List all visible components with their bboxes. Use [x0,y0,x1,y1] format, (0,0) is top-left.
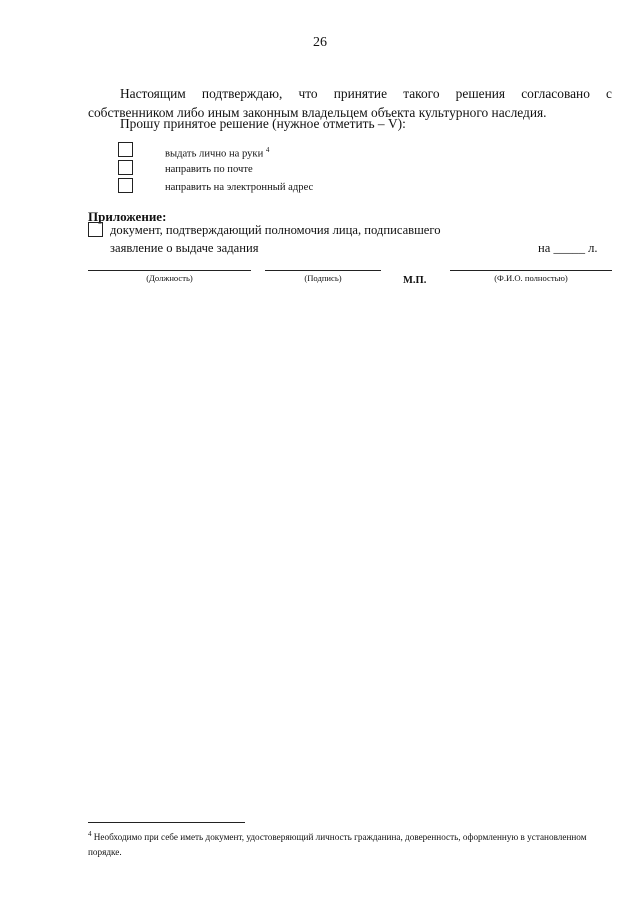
name-line [450,270,612,271]
signature-caption: (Подпись) [304,273,342,283]
footnote-separator [88,822,245,823]
option-label-hand [165,146,269,160]
footnote-ref: 4 [265,146,270,154]
attachment-line-2: заявление о выдаче задания [110,241,259,255]
option-checkbox-hand[interactable] [118,142,133,157]
name-caption: (Ф.И.О. полностью) [494,273,568,283]
attachment-checkbox[interactable] [88,222,103,237]
footnote-number: 4 [88,830,92,838]
pages-suffix: л. [588,241,598,255]
option-label-post: направить по почте [165,164,253,175]
option-checkbox-email[interactable] [118,178,133,193]
confirmation-line-2: собственником либо иным законным владельцем объекта культурного наследия. [88,105,547,120]
stamp-label: М.П. [403,275,427,286]
pages-prefix: на [538,241,551,255]
request-text: Прошу принятое решение (нужное отметить – V): [120,116,406,131]
footnote-text: Необходимо при себе иметь документ, удостоверяющий личность гражданина, доверенность, оформленную в установленном порядке. [88,832,587,858]
position-caption: (Должность) [146,273,193,283]
option-label-hand-text: выдать лично на руки [165,148,264,160]
option-label-email: направить на электронный адрес [165,182,314,193]
pages-blank: _____ [553,241,585,255]
attachment-line-1: документ, подтверждающий полномочия лица, подписавшего [110,223,441,237]
footnote [88,827,613,860]
page-number: 26 [313,35,327,50]
signature-line [265,270,381,271]
confirmation-line-1: Настоящим подтверждаю, что принятие такого решения согласовано с [120,86,612,101]
option-checkbox-post[interactable] [118,160,133,175]
attachment-title: Приложение: [88,209,167,224]
position-line [88,270,251,271]
attachment-pages [538,241,598,256]
